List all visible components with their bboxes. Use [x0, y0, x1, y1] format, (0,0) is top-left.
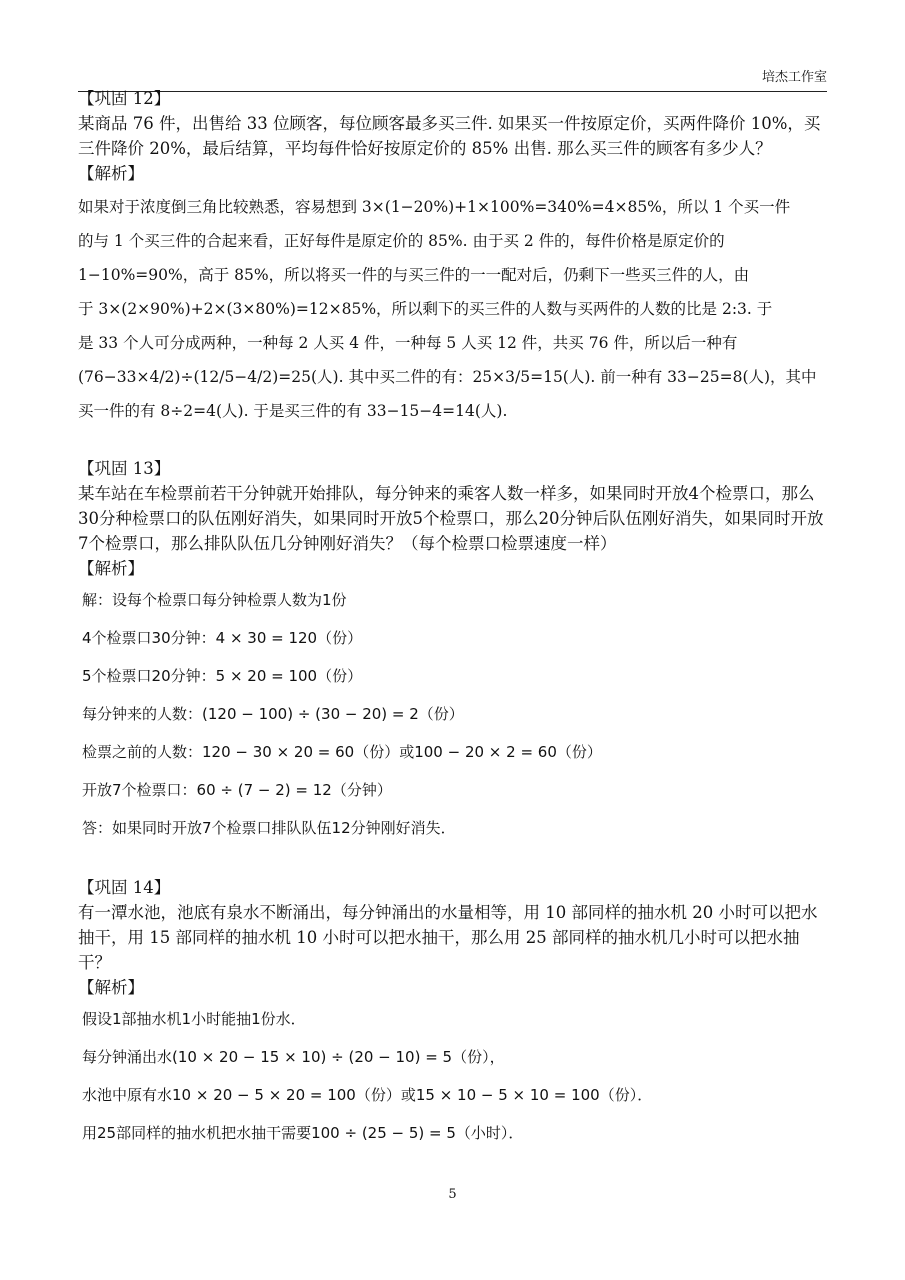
solution-line: 买一件的有 8÷2=4(人). 于是买三件的有 33−15−4=14(人). [78, 402, 508, 420]
solution-line: 如果对于浓度倒三角比较熟悉，容易想到 3×(1−20%)+1×100%=340%=4×85%，所以 1 个买一件 [78, 198, 791, 216]
solution-step: 开放7个检票口：60 ÷ (7 − 2) = 12（分钟） [82, 781, 392, 799]
question-text: 某商品 76 件，出售给 33 位顾客，每位顾客最多买三件. 如果买一件按原定价，买两件降价 10%，买三件降价 20%，最后结算，平均每件恰好按原定价的 85% 出售. 那么买三件的顾客有多少人？ [78, 114, 821, 158]
question-text: 有一潭水池，池底有泉水不断涌出，每分钟涌出的水量相等，用 10 部同样的抽水机 20 小时可以把水抽干，用 15 部同样的抽水机 10 小时可以把水抽干，那么用 25 部同样的抽水机几小时可以把水抽干？ [78, 903, 818, 972]
section-12 [78, 86, 830, 428]
solution-step: 每分钟涌出水(10 × 20 − 15 × 10) ÷ (20 − 10) = 5（份）， [82, 1048, 505, 1066]
page-content [78, 86, 830, 1152]
solution-step: 假设1部抽水机1小时能抽1份水． [82, 1010, 306, 1028]
page-number: 5 [448, 1187, 457, 1202]
solution-step: 5个检票口20分钟：5 × 20 = 100（份） [82, 667, 363, 685]
section-13 [78, 456, 830, 847]
solution-line: 于 3×(2×90%)+2×(3×80%)=12×85%，所以剩下的买三件的人数与买两件的人数的比是 2:3. 于 [78, 300, 773, 318]
solution-steps [78, 1000, 830, 1152]
studio-name: 培杰工作室 [761, 70, 827, 85]
solution-text [78, 190, 830, 428]
solution-step: 答：如果同时开放7个检票口排队队伍12分钟刚好消失． [82, 819, 456, 837]
solution-step: 4个检票口30分钟：4 × 30 = 120（份） [82, 629, 363, 647]
section-14 [78, 875, 830, 1152]
section-title: 【巩固 13】 [78, 459, 171, 478]
solution-step: 解：设每个检票口每分钟检票人数为1份 [82, 591, 347, 609]
answer-label: 【解析】 [78, 978, 144, 997]
section-title: 【巩固 14】 [78, 878, 171, 897]
solution-step: 检票之前的人数：120 − 30 × 20 = 60（份）或100 − 20 × 2 = 60（份） [82, 743, 602, 761]
solution-steps [78, 581, 830, 847]
solution-step: 每分钟来的人数：(120 − 100) ÷ (30 − 20) = 2（份） [82, 705, 464, 723]
solution-line: 的与 1 个买三件的合起来看，正好每件是原定价的 85%. 由于买 2 件的，每件价格是原定价的 [78, 232, 725, 250]
answer-label: 【解析】 [78, 164, 144, 183]
answer-label: 【解析】 [78, 559, 144, 578]
solution-step: 水池中原有水10 × 20 − 5 × 20 = 100（份）或15 × 10 − 5 × 10 = 100（份）． [82, 1086, 653, 1104]
solution-line: 是 33 个人可分成两种，一种每 2 人买 4 件，一种每 5 人买 12 件，共买 76 件，所以后一种有 [78, 334, 738, 352]
section-title: 【巩固 12】 [78, 89, 171, 108]
solution-step: 用25部同样的抽水机把水抽干需要100 ÷ (25 − 5) = 5（小时）． [82, 1124, 524, 1142]
question-text: 某车站在车检票前若干分钟就开始排队，每分钟来的乘客人数一样多，如果同时开放4个检票口，那么30分种检票口的队伍刚好消失，如果同时开放5个检票口，那么20分钟后队伍刚好消失，如果同时开放7个检票口，那么排队队伍几分钟刚好消失？（每个检票口检票速度一样） [78, 484, 824, 553]
solution-line: 1−10%=90%，高于 85%，所以将买一件的与买三件的一一配对后，仍剩下一些买三件的人，由 [78, 266, 750, 284]
solution-line: (76−33×4/2)÷(12/5−4/2)=25(人). 其中买二件的有：25×3/5=15(人). 前一种有 33−25=8(人)，其中 [78, 368, 817, 386]
